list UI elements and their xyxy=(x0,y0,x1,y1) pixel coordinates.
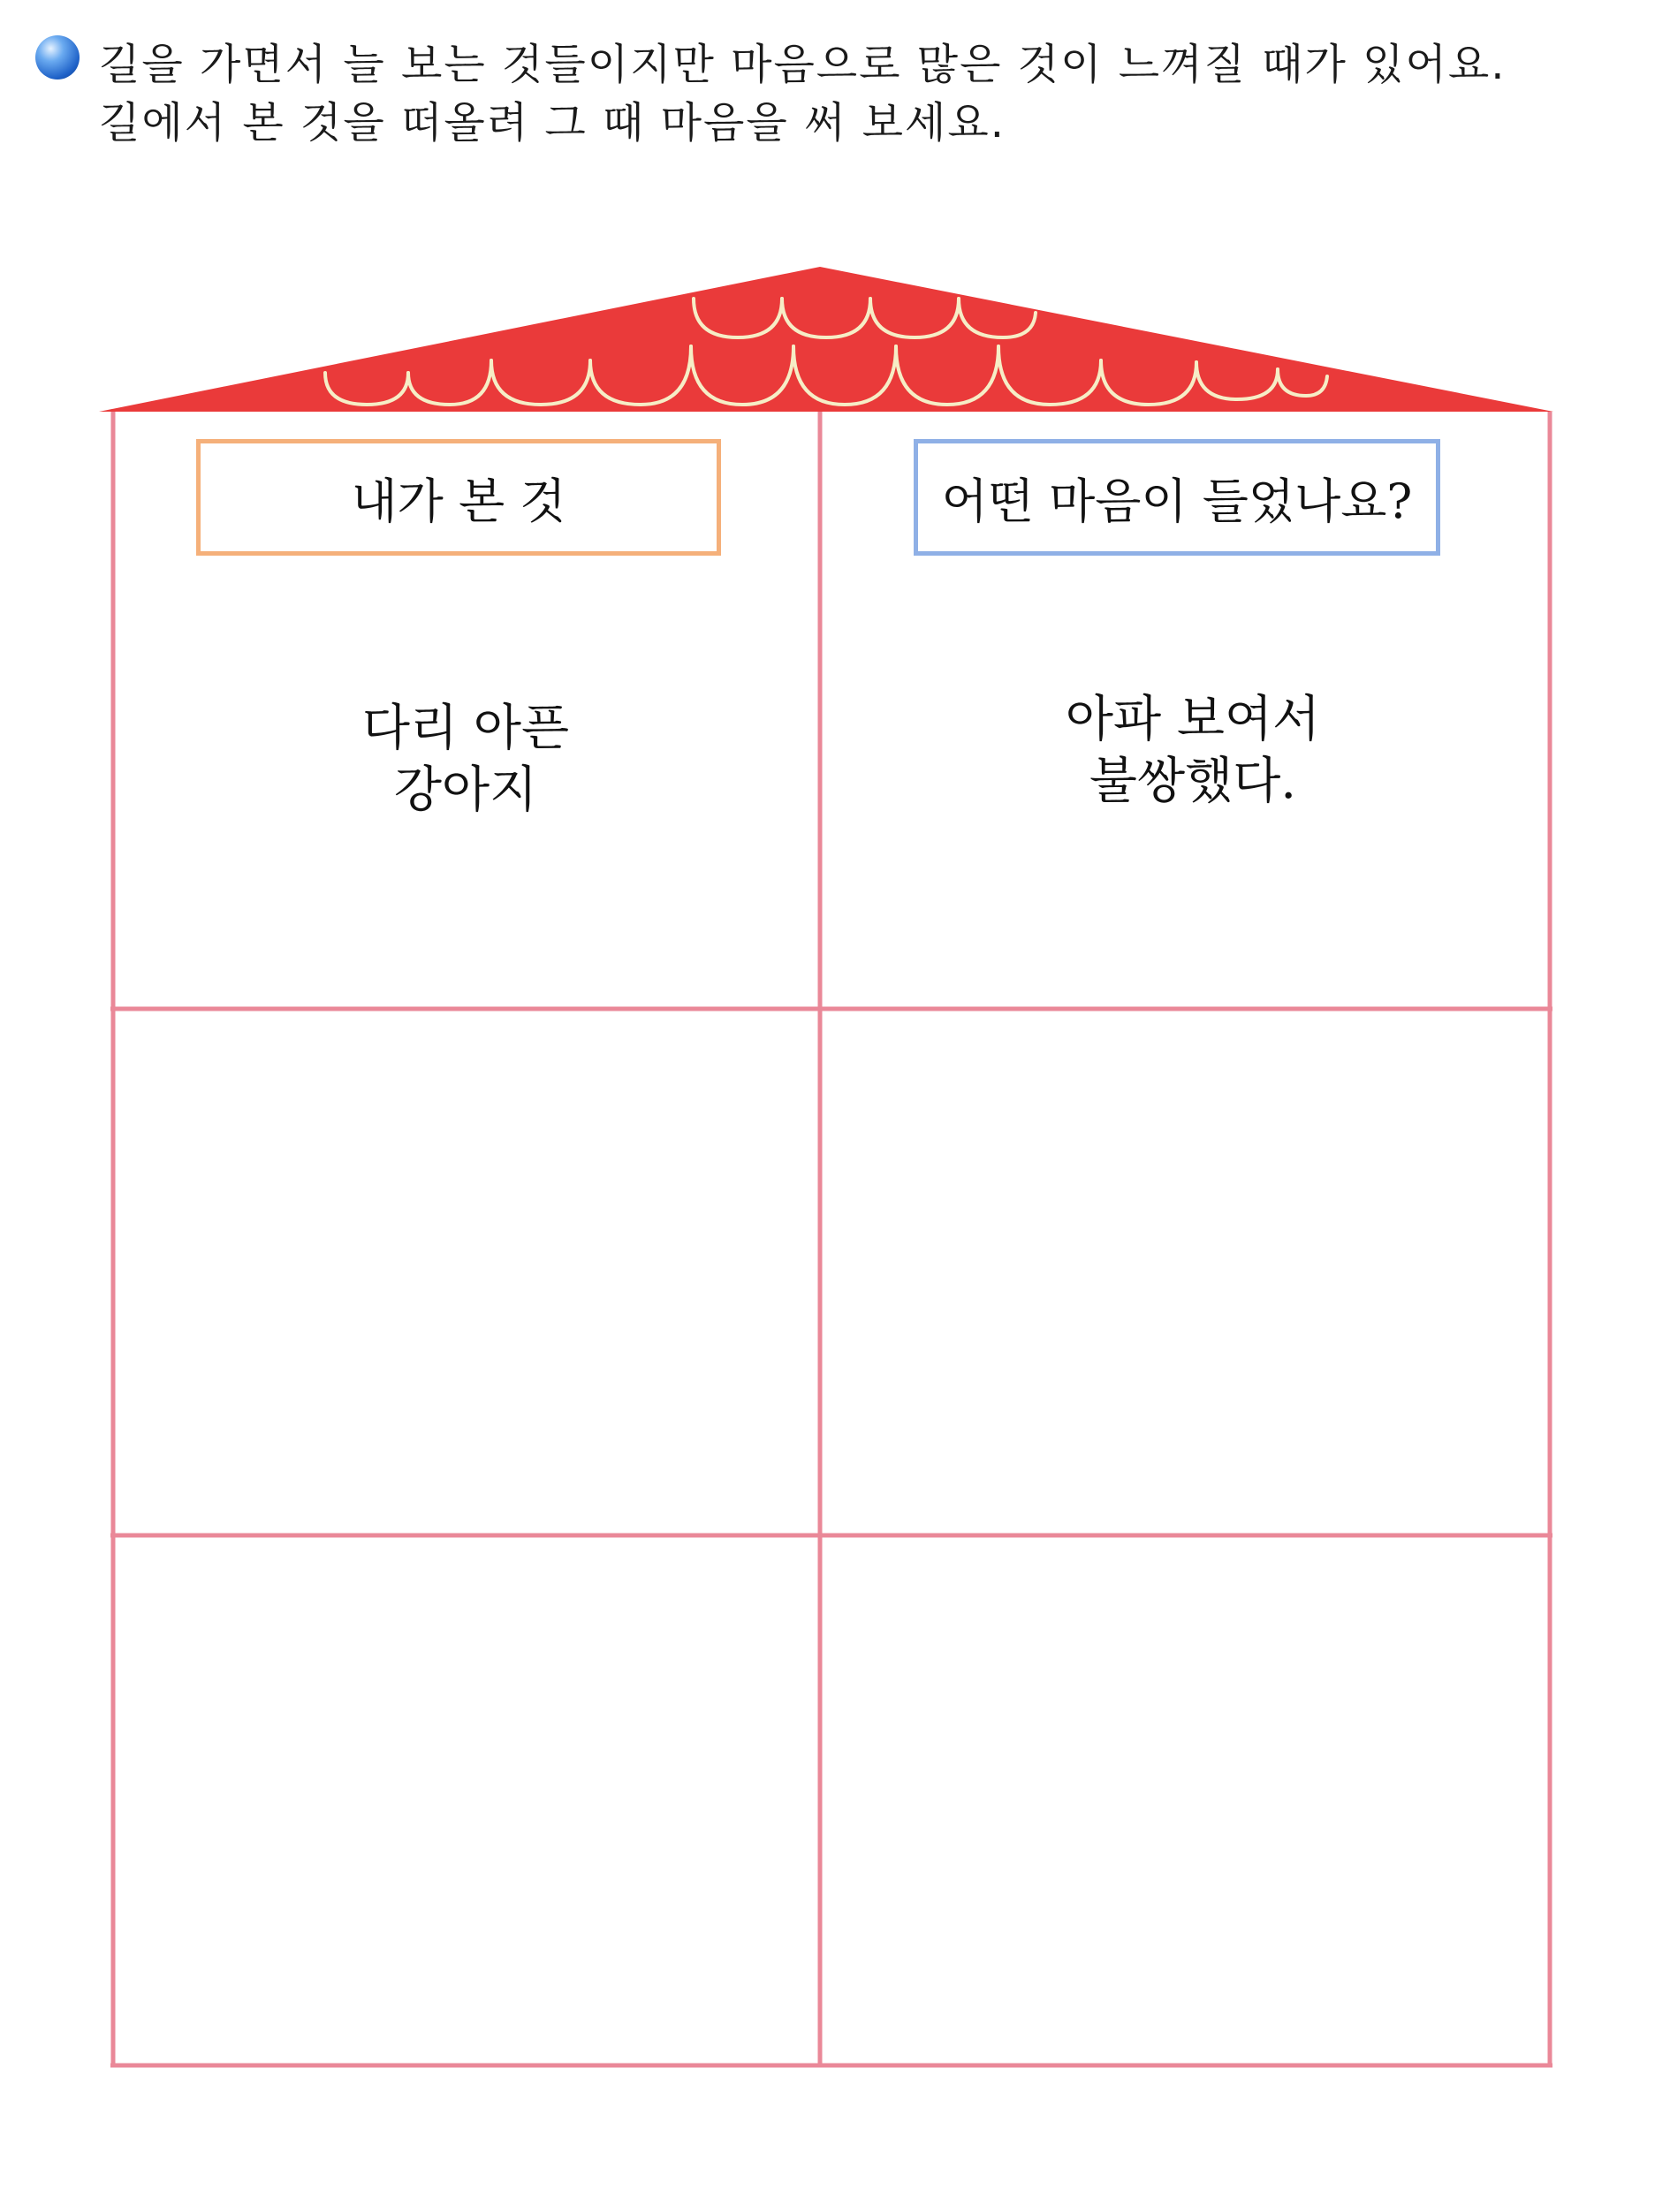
row-1-seen-answer xyxy=(249,698,682,822)
row-1-seen-line-2: 강아지 xyxy=(393,761,538,819)
header-seen: 내가 본 것 xyxy=(196,439,721,556)
header-feeling: 어떤 마음이 들었나요? xyxy=(914,439,1440,556)
row-1-feeling-line-2: 불쌍했다. xyxy=(1089,753,1297,810)
row-1-feeling-line-1: 아파 보여서 xyxy=(1065,691,1321,748)
instruction-line-1: 길을 가면서 늘 보는 것들이지만 마음으로 많은 것이 느껴질 때가 있어요. xyxy=(99,40,1507,89)
instruction-line-2: 길에서 본 것을 떠올려 그 때 마음을 써 보세요. xyxy=(99,98,1006,148)
row-1-seen-line-1: 다리 아픈 xyxy=(361,700,570,757)
table-grid xyxy=(110,412,1552,2067)
row-1-feeling-answer xyxy=(972,689,1414,813)
